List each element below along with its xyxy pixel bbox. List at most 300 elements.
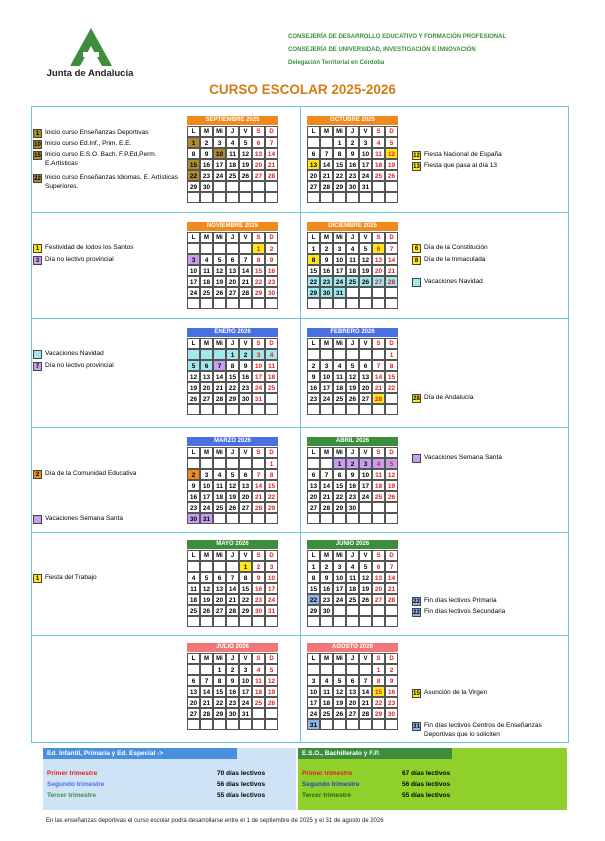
day-cell: 10 — [333, 254, 346, 265]
empty-cell — [385, 298, 398, 309]
day-cell: 31 — [307, 719, 320, 730]
day-cell: 14 — [320, 480, 333, 491]
month-calendar — [307, 328, 398, 415]
weekday-header: D — [385, 126, 398, 137]
day-cell: 22 — [385, 382, 398, 393]
empty-cell — [372, 605, 385, 616]
day-cell: 26 — [385, 170, 398, 181]
day-cell: 26 — [239, 170, 252, 181]
day-cell: 24 — [213, 170, 226, 181]
day-cell: 28 — [252, 502, 265, 513]
day-cell: 21 — [200, 697, 213, 708]
month-title: OCTUBRE 2025 — [307, 116, 398, 125]
day-cell: 16 — [226, 686, 239, 697]
header-line-1: CONSEJERÍA DE DESARROLLO EDUCATIVO Y FORMACIÓN PROFESIONAL — [288, 34, 507, 40]
day-cell: 30 — [346, 502, 359, 513]
day-cell: 7 — [252, 469, 265, 480]
empty-cell — [187, 719, 200, 730]
day-cell: 25 — [187, 605, 200, 616]
weekday-header: L — [187, 232, 200, 243]
weekday-header: J — [346, 447, 359, 458]
day-cell: 3 — [307, 675, 320, 686]
day-cell: 4 — [372, 137, 385, 148]
empty-cell — [265, 513, 278, 524]
summary-value: 55 días lectivos — [402, 792, 451, 799]
day-cell: 25 — [346, 276, 359, 287]
month-calendar — [187, 222, 278, 309]
day-cell: 14 — [385, 572, 398, 583]
day-cell: 24 — [359, 491, 372, 502]
empty-cell — [359, 287, 372, 298]
weekday-header: S — [252, 550, 265, 561]
weekday-header: Mi — [333, 550, 346, 561]
weekday-header: J — [226, 338, 239, 349]
day-cell: 11 — [226, 148, 239, 159]
empty-cell — [307, 458, 320, 469]
month-title: MAYO 2026 — [187, 540, 278, 549]
day-cell: 23 — [320, 276, 333, 287]
empty-cell — [320, 192, 333, 203]
empty-cell — [385, 393, 398, 404]
legend-text: Día no lectivo provincial — [45, 362, 114, 369]
day-cell: 24 — [307, 708, 320, 719]
empty-cell — [226, 616, 239, 627]
day-cell: 11 — [372, 469, 385, 480]
weekday-header: Mi — [213, 653, 226, 664]
legend-item — [33, 350, 183, 359]
day-cell: 22 — [307, 276, 320, 287]
weekday-header: D — [385, 232, 398, 243]
empty-cell — [265, 616, 278, 627]
legend-text: Festividad de todos los Santos — [45, 244, 134, 251]
empty-cell — [333, 404, 346, 415]
day-cell: 31 — [239, 708, 252, 719]
day-cell: 1 — [333, 458, 346, 469]
empty-cell — [226, 181, 239, 192]
legend-swatch — [33, 350, 42, 359]
empty-cell — [359, 513, 372, 524]
day-cell: 28 — [385, 594, 398, 605]
legend-item — [33, 140, 183, 149]
summary-value: 67 días lectivos — [402, 770, 451, 777]
day-cell: 19 — [359, 265, 372, 276]
legend-item — [412, 722, 552, 739]
month-calendar — [187, 116, 278, 203]
weekday-header: S — [372, 338, 385, 349]
day-cell: 2 — [385, 664, 398, 675]
day-cell: 26 — [346, 393, 359, 404]
legend-item — [412, 454, 562, 463]
day-cell: 15 — [226, 371, 239, 382]
month-calendar — [187, 643, 278, 730]
legend-text: Asunción de la Virgen — [424, 689, 488, 696]
day-cell: 23 — [346, 491, 359, 502]
day-cell: 6 — [372, 561, 385, 572]
day-cell: 2 — [200, 137, 213, 148]
day-cell: 16 — [346, 480, 359, 491]
day-cell: 10 — [187, 265, 200, 276]
weekday-header: D — [265, 232, 278, 243]
empty-cell — [359, 192, 372, 203]
day-cell: 4 — [372, 458, 385, 469]
empty-cell — [307, 513, 320, 524]
day-cell: 15 — [333, 480, 346, 491]
weekday-header: L — [187, 447, 200, 458]
day-cell: 20 — [200, 382, 213, 393]
day-cell: 24 — [252, 382, 265, 393]
day-cell: 3 — [320, 360, 333, 371]
empty-cell — [372, 287, 385, 298]
empty-cell — [385, 192, 398, 203]
day-cell: 2 — [265, 243, 278, 254]
day-cell: 16 — [346, 159, 359, 170]
day-cell: 18 — [200, 276, 213, 287]
empty-cell — [265, 404, 278, 415]
weekday-header: S — [372, 126, 385, 137]
day-cell: 13 — [346, 686, 359, 697]
legend-item — [33, 470, 183, 479]
weekday-header: M — [320, 126, 333, 137]
empty-cell — [187, 404, 200, 415]
day-cell: 14 — [372, 371, 385, 382]
weekday-header: D — [265, 126, 278, 137]
day-cell: 9 — [320, 572, 333, 583]
empty-cell — [226, 243, 239, 254]
day-cell: 26 — [333, 708, 346, 719]
empty-cell — [200, 664, 213, 675]
day-cell: 4 — [187, 572, 200, 583]
day-cell: 25 — [252, 697, 265, 708]
weekday-header: M — [320, 232, 333, 243]
day-cell: 26 — [359, 594, 372, 605]
day-cell: 29 — [239, 605, 252, 616]
day-cell: 20 — [359, 382, 372, 393]
empty-cell — [333, 298, 346, 309]
month-calendar — [187, 437, 278, 524]
empty-cell — [252, 458, 265, 469]
day-cell: 7 — [320, 469, 333, 480]
month-calendar — [307, 437, 398, 524]
weekday-header: V — [359, 550, 372, 561]
day-cell: 27 — [307, 181, 320, 192]
day-cell: 21 — [385, 265, 398, 276]
day-cell: 11 — [372, 148, 385, 159]
day-cell: 21 — [239, 276, 252, 287]
empty-cell — [385, 616, 398, 627]
legend-swatch — [33, 515, 42, 524]
day-cell: 25 — [213, 502, 226, 513]
summary-secondary — [298, 748, 567, 810]
day-cell: 2 — [320, 561, 333, 572]
legend-swatch: 22 — [413, 610, 420, 616]
empty-cell — [333, 664, 346, 675]
day-cell: 23 — [320, 594, 333, 605]
day-cell: 29 — [187, 181, 200, 192]
day-cell: 13 — [307, 480, 320, 491]
day-cell: 4 — [346, 243, 359, 254]
empty-cell — [239, 404, 252, 415]
day-cell: 8 — [333, 148, 346, 159]
empty-cell — [252, 192, 265, 203]
empty-cell — [320, 664, 333, 675]
weekday-header: M — [320, 447, 333, 458]
weekday-header: D — [265, 338, 278, 349]
day-cell: 15 — [239, 583, 252, 594]
empty-cell — [213, 513, 226, 524]
day-cell: 18 — [372, 480, 385, 491]
day-cell: 17 — [213, 159, 226, 170]
day-cell: 22 — [252, 276, 265, 287]
day-cell: 7 — [265, 137, 278, 148]
weekday-header: S — [372, 550, 385, 561]
day-cell: 3 — [239, 664, 252, 675]
weekday-header: S — [252, 447, 265, 458]
day-cell: 23 — [385, 697, 398, 708]
empty-cell — [265, 298, 278, 309]
empty-cell — [213, 616, 226, 627]
empty-cell — [226, 513, 239, 524]
day-cell: 12 — [359, 572, 372, 583]
weekday-header: M — [320, 550, 333, 561]
weekday-header: J — [226, 550, 239, 561]
empty-cell — [372, 719, 385, 730]
day-cell: 12 — [239, 148, 252, 159]
legend-swatch: 3 — [33, 256, 42, 265]
day-cell: 8 — [239, 572, 252, 583]
day-cell: 14 — [359, 686, 372, 697]
weekday-header: V — [359, 447, 372, 458]
summary-secondary-title: E.S.O., Bachillerato y F.P. — [298, 748, 452, 759]
legend-item — [33, 362, 183, 371]
empty-cell — [307, 616, 320, 627]
day-cell: 23 — [265, 276, 278, 287]
day-cell: 30 — [239, 393, 252, 404]
empty-cell — [372, 298, 385, 309]
month-title: MARZO 2026 — [187, 437, 278, 446]
day-cell: 22 — [333, 170, 346, 181]
legend-item — [33, 256, 183, 265]
day-cell: 15 — [333, 159, 346, 170]
legend-swatch: 1 — [33, 244, 42, 253]
day-cell: 7 — [320, 148, 333, 159]
empty-cell — [187, 458, 200, 469]
weekday-header: M — [320, 653, 333, 664]
day-cell: 5 — [346, 360, 359, 371]
day-cell: 6 — [213, 572, 226, 583]
day-cell: 27 — [372, 594, 385, 605]
empty-cell — [359, 298, 372, 309]
empty-cell — [346, 719, 359, 730]
empty-cell — [320, 298, 333, 309]
weekday-header: S — [372, 232, 385, 243]
legend-text: Fiesta Nacional de España — [424, 151, 502, 158]
weekday-header: M — [320, 338, 333, 349]
day-cell: 16 — [200, 159, 213, 170]
day-cell: 9 — [346, 148, 359, 159]
day-cell: 30 — [320, 287, 333, 298]
day-cell: 3 — [200, 469, 213, 480]
empty-cell — [265, 719, 278, 730]
summary-label: Segundo trimestre — [47, 781, 105, 788]
empty-cell — [385, 404, 398, 415]
row-divider — [31, 318, 569, 319]
day-cell: 25 — [346, 594, 359, 605]
weekday-header: D — [265, 550, 278, 561]
day-cell: 21 — [359, 697, 372, 708]
day-cell: 18 — [320, 697, 333, 708]
day-cell: 26 — [265, 697, 278, 708]
empty-cell — [239, 298, 252, 309]
weekday-header: S — [252, 126, 265, 137]
day-cell: 17 — [359, 480, 372, 491]
day-cell: 24 — [200, 502, 213, 513]
empty-cell — [213, 181, 226, 192]
legend-swatch: 28 — [413, 396, 420, 402]
summary-primary-title: Ed. Infantil, Primaria y Ed. Especial -> — [43, 748, 237, 759]
day-cell: 18 — [187, 594, 200, 605]
summary-label: Segundo trimestre — [302, 781, 360, 788]
legend-swatch: 22 — [413, 599, 420, 605]
day-cell: 9 — [226, 675, 239, 686]
empty-cell — [333, 616, 346, 627]
day-cell: 15 — [213, 686, 226, 697]
weekday-header: L — [307, 338, 320, 349]
day-cell: 24 — [265, 594, 278, 605]
day-cell: 14 — [385, 254, 398, 265]
legend-swatch: 1 — [33, 574, 42, 583]
legend-swatch: 7 — [33, 362, 42, 371]
empty-cell — [359, 605, 372, 616]
day-cell: 19 — [187, 382, 200, 393]
logo-text: Junta de Andalucía — [46, 68, 134, 79]
center-divider — [300, 106, 301, 743]
day-cell: 30 — [187, 513, 200, 524]
legend-text: Inicio curso Enseñanzas Deportivas — [45, 129, 149, 136]
day-cell: 19 — [333, 697, 346, 708]
day-cell: 30 — [320, 605, 333, 616]
day-cell: 24 — [320, 393, 333, 404]
day-cell: 1 — [307, 561, 320, 572]
legend-swatch: 6 — [412, 244, 421, 253]
empty-cell — [333, 719, 346, 730]
empty-cell — [320, 719, 333, 730]
month-title: NOVIEMBRE 2025 — [187, 222, 278, 231]
day-cell: 11 — [346, 254, 359, 265]
empty-cell — [226, 298, 239, 309]
legend-swatch: 13 — [413, 164, 420, 170]
empty-cell — [359, 616, 372, 627]
day-cell: 15 — [187, 159, 200, 170]
row-divider — [31, 635, 569, 636]
empty-cell — [346, 192, 359, 203]
empty-cell — [200, 298, 213, 309]
empty-cell — [346, 513, 359, 524]
day-cell: 6 — [200, 360, 213, 371]
day-cell: 1 — [213, 664, 226, 675]
empty-cell — [320, 137, 333, 148]
day-cell: 14 — [320, 159, 333, 170]
weekday-header: D — [265, 447, 278, 458]
legend-text: Fiesta del Trabajo — [45, 574, 97, 581]
weekday-header: Mi — [333, 653, 346, 664]
legend-item — [412, 394, 562, 403]
weekday-header: S — [372, 447, 385, 458]
day-cell: 5 — [239, 137, 252, 148]
day-cell: 29 — [307, 287, 320, 298]
weekday-header: L — [187, 550, 200, 561]
empty-cell — [239, 181, 252, 192]
legend-item — [412, 597, 562, 606]
day-cell: 21 — [320, 491, 333, 502]
weekday-header: Mi — [333, 232, 346, 243]
day-cell: 17 — [333, 265, 346, 276]
day-cell: 1 — [385, 349, 398, 360]
day-cell: 31 — [252, 393, 265, 404]
day-cell: 17 — [200, 491, 213, 502]
day-cell: 5 — [226, 469, 239, 480]
empty-cell — [187, 243, 200, 254]
day-cell: 27 — [239, 502, 252, 513]
day-cell: 19 — [200, 594, 213, 605]
legend-text: Inicio curso Ed.Inf., Prim. E.E. — [45, 140, 132, 147]
day-cell: 16 — [252, 583, 265, 594]
legend-item — [412, 256, 562, 265]
day-cell: 7 — [239, 254, 252, 265]
empty-cell — [252, 616, 265, 627]
day-cell: 25 — [200, 287, 213, 298]
weekday-header: L — [187, 126, 200, 137]
empty-cell — [200, 719, 213, 730]
legend-text: Vacaciones Semana Santa — [45, 515, 123, 522]
empty-cell — [226, 192, 239, 203]
day-cell: 20 — [372, 265, 385, 276]
day-cell: 16 — [320, 265, 333, 276]
day-cell: 11 — [346, 572, 359, 583]
legend-item — [412, 244, 562, 253]
day-cell: 13 — [226, 265, 239, 276]
day-cell: 28 — [226, 605, 239, 616]
legend-item — [412, 608, 562, 617]
day-cell: 21 — [320, 170, 333, 181]
empty-cell — [307, 298, 320, 309]
row-divider — [31, 532, 569, 533]
day-cell: 22 — [333, 491, 346, 502]
empty-cell — [200, 458, 213, 469]
legend-text: Fin días lectivos Centros de Enseñanzas Deportivas que lo soliciten — [424, 722, 542, 738]
legend-text: Día no lectivo provincial — [45, 256, 114, 263]
day-cell: 12 — [333, 686, 346, 697]
empty-cell — [359, 349, 372, 360]
empty-cell — [307, 137, 320, 148]
empty-cell — [346, 287, 359, 298]
legend-text: Fin días lectivos Primaria — [424, 597, 497, 604]
weekday-header: J — [226, 447, 239, 458]
legend-item — [33, 174, 183, 191]
day-cell: 23 — [252, 594, 265, 605]
weekday-header: D — [385, 550, 398, 561]
weekday-header: J — [346, 126, 359, 137]
legend-item — [33, 129, 183, 138]
legend-text: Vacaciones Semana Santa — [424, 454, 502, 461]
month-calendar — [307, 540, 398, 627]
day-cell: 12 — [187, 371, 200, 382]
empty-cell — [213, 243, 226, 254]
day-cell: 10 — [359, 148, 372, 159]
empty-cell — [372, 513, 385, 524]
day-cell: 3 — [333, 561, 346, 572]
day-cell: 28 — [200, 708, 213, 719]
day-cell: 4 — [333, 360, 346, 371]
